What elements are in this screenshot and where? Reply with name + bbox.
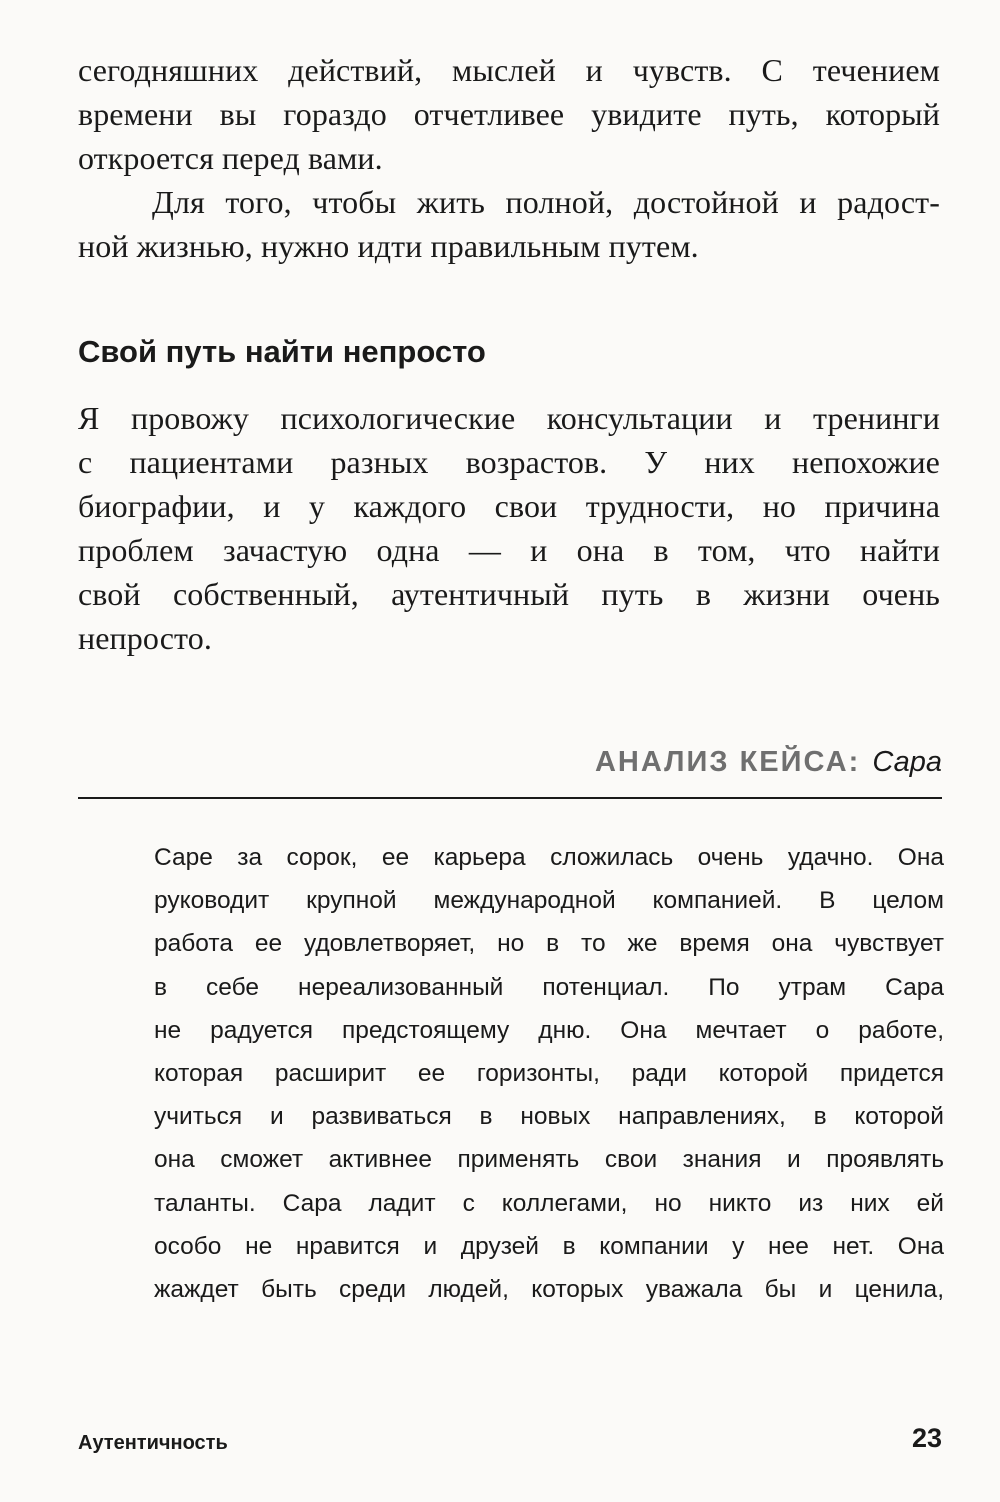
text-line: сегодняшних действий, мыслей и чувств. С течением (78, 52, 940, 88)
text-line: учиться и развиваться в новых направлениях, в которой (154, 1103, 944, 1131)
text-line: откроется перед вами. (78, 140, 383, 176)
text-line: работа ее удовлетворяет, но в то же время она чувствует (154, 930, 944, 958)
text-line: с пациентами разных возрастов. У них непохожие (78, 444, 940, 480)
case-study-body (154, 836, 944, 1311)
running-footer-title: Аутентичность (78, 1432, 228, 1454)
case-study-keyword: АНАЛИЗ КЕЙСА: (594, 746, 861, 778)
case-study-divider (78, 797, 942, 799)
case-study-label (595, 740, 942, 784)
text-line: непросто. (78, 620, 212, 656)
text-line: не радуется предстоящему дню. Она мечтает о работе, (154, 1016, 944, 1044)
text-line: проблем зачастую одна — и она в том, что найти (78, 532, 940, 568)
text-line: жаждет быть среди людей, которых уважала бы и ценила, (154, 1276, 944, 1304)
text-line: в себе нереализованный потенциал. По утрам Сара (154, 973, 944, 1001)
section-heading: Свой путь найти непросто (78, 334, 486, 369)
page-number: 23 (911, 1423, 942, 1453)
text-line: она сможет активнее применять свои знания и проявлять (154, 1146, 944, 1174)
text-line: Для того, чтобы жить полной, достойной и радост- (152, 184, 940, 220)
text-line: ной жизнью, нужно идти правильным путем. (78, 228, 699, 264)
text-line: руководит крупной международной компанией. В целом (154, 887, 944, 915)
text-line: особо не нравится и друзей в компании у нее нет. Она (154, 1232, 944, 1260)
section-paragraph (78, 396, 940, 660)
text-line: Саре за сорок, ее карьера сложилась очень удачно. Она (154, 844, 944, 871)
intro-paragraph-2 (78, 180, 940, 268)
intro-paragraph-1 (78, 48, 940, 180)
case-study-name: Сара (872, 746, 942, 778)
text-line: биографии, и у каждого свои трудности, но причина (78, 488, 940, 524)
text-line: времени вы гораздо отчетливее увидите путь, который (78, 96, 940, 132)
text-line: свой собственный, аутентичный путь в жизни очень (78, 576, 940, 612)
text-line: которая расширит ее горизонты, ради которой придется (154, 1060, 944, 1088)
text-line: Я провожу психологические консультации и тренинги (78, 400, 940, 436)
text-line: таланты. Сара ладит с коллегами, но никто из них ей (154, 1189, 944, 1217)
